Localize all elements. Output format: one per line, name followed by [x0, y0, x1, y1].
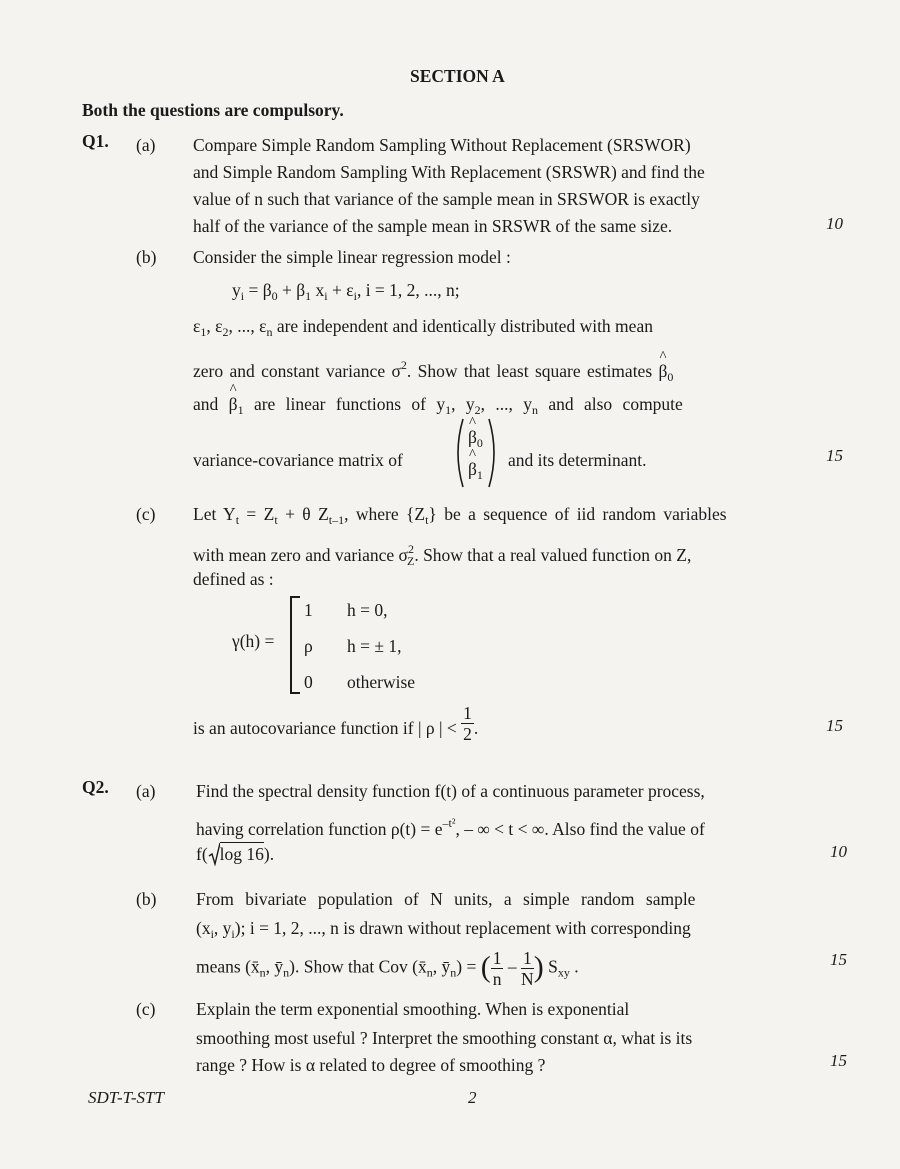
part-label: (c)	[136, 504, 156, 524]
case-condition: otherwise	[347, 672, 416, 692]
q2b-line: means ($x̄_n$, $ȳ_n$). Show that Cov ($x̄_n$, $ȳ_n$) = ( $\frac{1}{n}$ – $\frac{1}{N}$ ) $S_{xy}$ .	[196, 948, 579, 989]
q1a-line: value of n such that variance of the sample mean in SRSWOR is exactly	[193, 189, 700, 209]
case-condition: h = ± 1,	[347, 636, 402, 656]
q1a-line: half of the variance of the sample mean in SRSWR of the same size.	[193, 216, 673, 236]
regression-equation: $y_i = \beta_0 + \beta_1$ $x_i + \varepsilon_i$, i = 1, 2, ..., n;	[232, 280, 460, 303]
q1c-line: Let $Y_t = Z_t + \theta$ $Z_{t-1}$, where $\{Z_t\}$ be a sequence of iid random variables	[193, 504, 727, 527]
q1b-intro: Consider the simple linear regression model :	[193, 247, 511, 267]
part-label: (a)	[136, 135, 156, 155]
beta-vector	[451, 417, 501, 489]
q2c-line: Explain the term exponential smoothing. When is exponential	[196, 999, 630, 1019]
case-value: 1	[304, 600, 313, 620]
q1b-line: and ^ $\beta_1$ are linear functions of $y_1$, $y_2$, ..., $y_n$ and also compute	[193, 390, 683, 424]
gamma-lhs: γ(h) =	[232, 631, 275, 651]
q1c-line: is an autocovariance function if | ρ | < $\frac{1}{2}$ .	[193, 703, 479, 745]
page-number: 2	[468, 1088, 477, 1107]
beta-hat-0: ^ $\beta_0$	[468, 423, 483, 457]
sqrt-icon	[208, 842, 220, 866]
paper-code: SDT-T-STT	[88, 1088, 164, 1107]
part-label: (b)	[136, 889, 157, 909]
marks: 15	[830, 1051, 847, 1070]
q2b-line: From bivariate population of N units, a simple random sample	[196, 889, 696, 909]
q2a-line: f( log 16).	[196, 844, 275, 864]
q1b-line: and its determinant.	[508, 450, 647, 470]
marks: 10	[830, 842, 847, 861]
q1b-line: variance-covariance matrix of	[193, 450, 403, 470]
q2b-line: ($x_i$, $y_i$); i = 1, 2, ..., n is drawn without replacement with corresponding	[196, 918, 691, 941]
q1b-line: zero and constant variance $\sigma^2$. Show that least square estimates ^ $\beta_0$	[193, 351, 673, 391]
q2a-line: having correlation function $\rho(t) = e^{-t^2}$, – ∞ < t < ∞. Also find the value of	[196, 816, 705, 839]
beta-hat-1: ^ $\beta_1$	[468, 455, 483, 489]
q1a-line: Compare Simple Random Sampling Without Replacement (SRSWOR)	[193, 135, 691, 155]
part-label: (b)	[136, 247, 157, 267]
section-title: SECTION A	[410, 66, 505, 86]
case-value: ρ	[304, 636, 313, 656]
q2c-line: range ? How is α related to degree of smoothing ?	[196, 1055, 546, 1075]
case-bracket	[290, 596, 300, 694]
part-label: (a)	[136, 781, 156, 801]
part-label: (c)	[136, 999, 156, 1019]
instructions: Both the questions are compulsory.	[82, 100, 344, 120]
q2a-line: Find the spectral density function f(t) of a continuous parameter process,	[196, 781, 705, 801]
marks: 10	[826, 214, 843, 233]
marks: 15	[830, 950, 847, 969]
question-number: Q1.	[82, 131, 109, 151]
case-condition: h = 0,	[347, 600, 388, 620]
q1a-line: and Simple Random Sampling With Replacement (SRSWR) and find the	[193, 162, 705, 182]
q2c-line: smoothing most useful ? Interpret the smoothing constant α, what is its	[196, 1028, 693, 1048]
marks: 15	[826, 716, 843, 735]
case-value: 0	[304, 672, 313, 692]
question-number: Q2.	[82, 777, 109, 797]
q1b-line: $\varepsilon_1$, $\varepsilon_2$, ..., $\varepsilon_n$ are independent and identically distributed with mean	[193, 316, 653, 339]
q1c-line: defined as :	[193, 569, 274, 589]
marks: 15	[826, 446, 843, 465]
q1c-line: with mean zero and variance $\sigma^2_Z$. Show that a real valued function on Z,	[193, 542, 692, 568]
